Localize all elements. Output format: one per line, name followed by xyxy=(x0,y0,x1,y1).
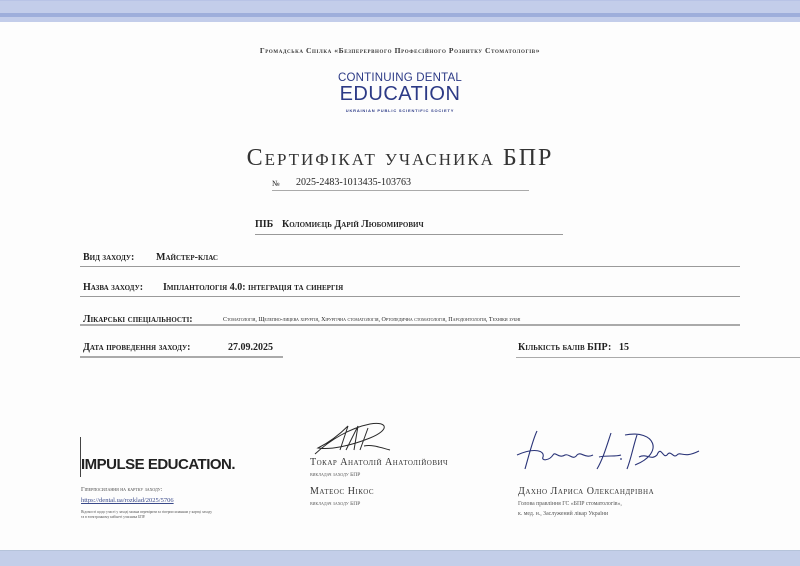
signatory-2-role: викладач заходу БПР xyxy=(310,501,361,507)
band-stripe xyxy=(0,13,800,17)
signatory-2-name: Матеос Нікос xyxy=(310,486,375,497)
logo-line-2: EDUCATION xyxy=(339,83,461,105)
participant-name-field xyxy=(255,218,563,235)
event-type-row xyxy=(80,252,740,267)
event-name-value: Імплантологія 4.0: інтеграція та синергія xyxy=(163,282,344,293)
points-field xyxy=(516,341,800,358)
event-card-link[interactable]: https://dental.ua/rozklad/2025/5706 xyxy=(81,497,174,504)
participant-name-label: ПІБ xyxy=(255,219,274,230)
logo-line-1: CONTINUING DENTAL xyxy=(338,72,462,84)
event-type-label: Вид заходу: xyxy=(83,252,135,263)
organization-name: Громадська Спілка «Безперервного Професійного Розвитку Стоматологів» xyxy=(259,46,541,55)
number-symbol: № xyxy=(272,179,280,188)
cde-logo xyxy=(330,72,470,113)
signatory-3-role-line-2: к. мед. н., Заслужений лікар України xyxy=(518,511,609,517)
certificate-number: 2025-2483-1013435-103763 xyxy=(296,177,411,188)
hyperlink-label: Гіперпосилання на картку заходу: xyxy=(81,487,163,493)
provider-logo: IMPULSE EDUCATION. xyxy=(81,456,236,473)
event-type-value: Майстер-клас xyxy=(156,252,218,263)
signature-tokar-icon xyxy=(310,420,400,460)
verification-note: Відомості щодо участі у заході можна перевірити за гіперпосиланням у картці заходу та в електронному кабінеті учасника БПР. xyxy=(81,510,213,519)
certificate-number-field xyxy=(272,177,529,191)
signatory-1-name: Токар Анатолій Анатолійович xyxy=(310,457,449,468)
specialties-value: Стоматологія, Щелепно-лицева хірургія, Хірургічна стоматологія, Ортопедична стоматологія, Пародонтологія, Техніки зубні xyxy=(223,317,521,323)
signatory-3-name: Дахно Лариса Олександрівна xyxy=(518,486,655,497)
participant-name: Коломиєць Дарій Любомирович xyxy=(282,219,424,230)
points-label: Кількість балів БПР: xyxy=(518,342,612,353)
band-highlight xyxy=(0,0,800,1)
event-date-label: Дата проведення заходу: xyxy=(83,342,191,353)
event-date-value: 27.09.2025 xyxy=(228,342,273,353)
event-name-label: Назва заходу: xyxy=(83,282,144,293)
bottom-decorative-band xyxy=(0,550,800,566)
certificate-title: Сертифікат учасника БПР xyxy=(246,145,554,171)
logo-tagline: UKRAINIAN PUBLIC SCIENTIFIC SOCIETY xyxy=(345,108,455,113)
specialties-label: Лікарські спеціальності: xyxy=(83,314,193,325)
top-decorative-band xyxy=(0,0,800,22)
signatory-3-role-line-1: Голова правління ГС «БПР стоматологів», xyxy=(518,501,622,507)
signature-dakhno-icon xyxy=(515,425,700,475)
signatory-1-role: викладач заходу БПР xyxy=(310,472,361,478)
event-name-row xyxy=(80,282,740,297)
points-value: 15 xyxy=(619,342,629,353)
specialties-row xyxy=(80,314,740,326)
event-date-field xyxy=(80,341,283,358)
